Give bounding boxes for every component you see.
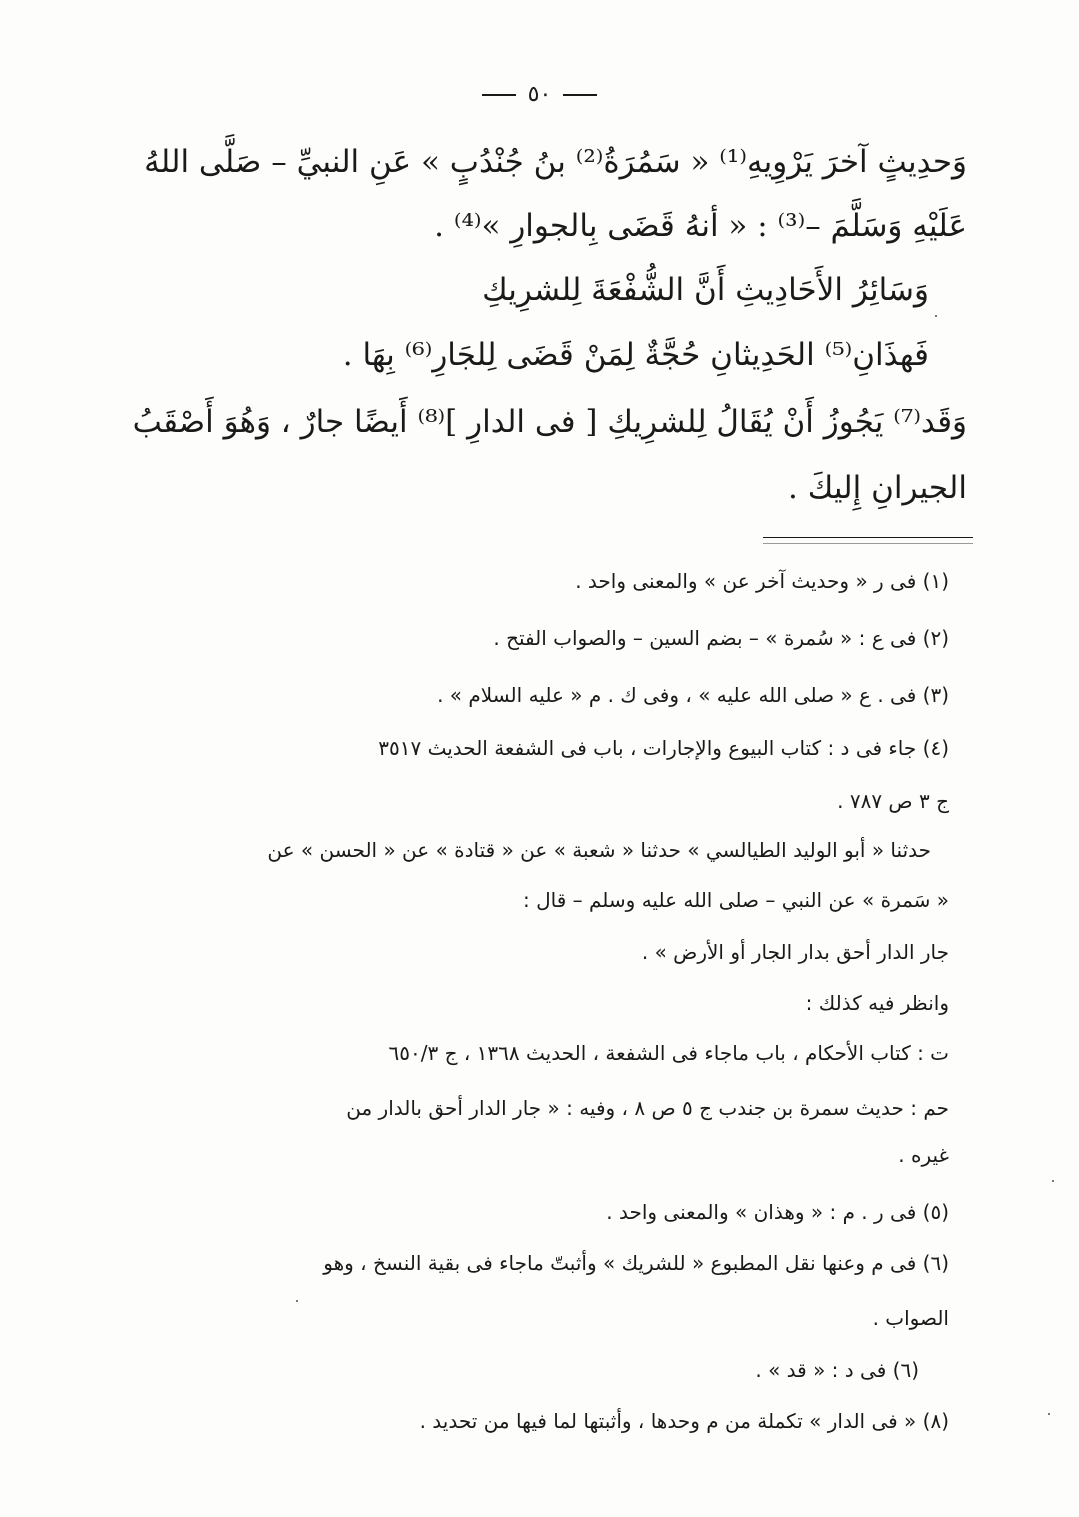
footnote-line: ج ٣ ص ٧٨٧ .: [837, 789, 949, 813]
page-number-dash-right: [563, 94, 597, 96]
footnote-line: الصواب .: [872, 1306, 949, 1330]
footnote-line: (٢) فى ع : « سُمرة » – بضم السين – والصواب الفتح .: [493, 626, 949, 650]
page-number-dash-left: [482, 94, 516, 96]
footnote-line: (٨) « فى الدار » تكملة من م وحدها ، وأثبتها لما فيها من تحديد .: [419, 1409, 949, 1433]
main-line: وَحدِيثٍ آخرَ يَرْوِيهِ⁽¹⁾ « سَمُرَةُ⁽²⁾ بنُ جُنْدُبٍ » عَنِ النبيِّ – صَلَّى اللهُ: [144, 144, 967, 180]
scan-speck: [1052, 1180, 1054, 1182]
footnote-line: ت : كتاب الأحكام ، باب ماجاء فى الشفعة ، الحديث ١٣٦٨ ، ج ٦٥٠/٣: [388, 1041, 949, 1065]
footnote-line: (٦) فى د : « قد » .: [755, 1358, 919, 1382]
page-number: [0, 82, 1079, 107]
footnote-separator: [763, 537, 973, 538]
scan-speck: [935, 315, 937, 317]
footnote-line: حم : حديث سمرة بن جندب ج ٥ ص ٨ ، وفيه : « جار الدار أحق بالدار من: [346, 1096, 949, 1120]
footnote-line: جار الدار أحق بدار الجار أو الأرض » .: [641, 940, 949, 964]
main-line: عَلَيْهِ وَسَلَّمَ –⁽³⁾ : « أنهُ قَضَى بِالجوارِ »⁽⁴⁾ .: [434, 208, 967, 244]
footnote-line: غيره .: [898, 1143, 949, 1167]
footnote-separator-shadow: [763, 543, 973, 544]
footnote-line: (٥) فى ر . م : « وهذان » والمعنى واحد .: [606, 1200, 949, 1224]
footnote-line: وانظر فيه كذلك :: [805, 991, 949, 1015]
scan-speck: [1048, 1413, 1050, 1415]
footnote-line: (٤) جاء فى د : كتاب البيوع والإجارات ، باب فى الشفعة الحديث ٣٥١٧: [378, 736, 949, 760]
footnote-line: حدثنا « أبو الوليد الطيالسي » حدثنا « شعبة » عن « قتادة » عن « الحسن » عن: [267, 838, 931, 862]
main-line: فَهذَانِ⁽⁵⁾ الحَدِيثانِ حُجَّةٌ لِمَنْ قَضَى لِلجَارِ⁽⁶⁾ بِهَا .: [342, 337, 929, 373]
footnote-line: « سَمرة » عن النبي – صلى الله عليه وسلم – قال :: [523, 888, 949, 912]
footnote-line: (١) فى ر « وحديث آخر عن » والمعنى واحد .: [575, 569, 949, 593]
footnote-line: (٦) فى م وعنها نقل المطبوع « للشريك » وأثبتّ ماجاء فى بقية النسخ ، وهو: [323, 1251, 949, 1275]
main-line: الجيرانِ إِليكَ .: [787, 470, 967, 506]
footnote-line: (٣) فى . ع « صلى الله عليه » ، وفى ك . م « عليه السلام » .: [437, 683, 949, 707]
page-number-value: ٥٠: [527, 82, 552, 107]
scan-speck: [296, 1300, 298, 1302]
main-line: وَسَائِرُ الأَحَادِيثِ أَنَّ الشُّفْعَةَ لِلشرِيكِ: [482, 272, 929, 308]
main-line: وَقَد⁽⁷⁾ يَجُوزُ أَنْ يُقَالُ لِلشرِيكِ [ فى الدارِ ]⁽⁸⁾ أَيضًا جارٌ ، وَهُوَ أَصْقَبُ: [132, 404, 967, 440]
